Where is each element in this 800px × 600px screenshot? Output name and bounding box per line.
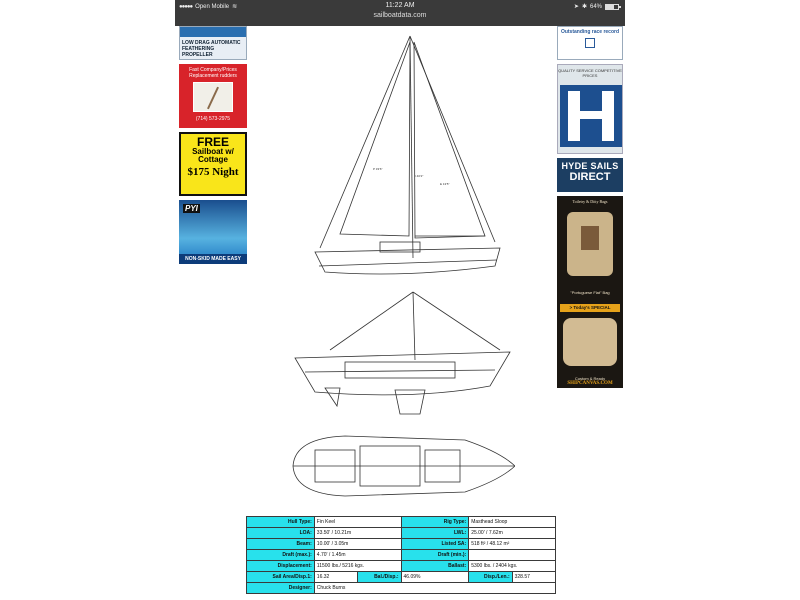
ad-rudders-text: Fast Company/Prices Replacement rudders (189, 67, 237, 79)
waterline (319, 260, 497, 266)
ad-free-headline: FREE (196, 135, 229, 149)
spec-value (469, 550, 556, 561)
ad-hyde-line2: DIRECT (569, 171, 611, 183)
specs-ratio-row (247, 572, 556, 583)
sail-plan-drawing (285, 30, 515, 280)
ad-rudders-phone: (714) 573-2975 (195, 116, 231, 122)
spec-label: Bal./Disp.: (358, 572, 401, 583)
ad-canvas-head: Toiletry & Ditty Bags (572, 199, 608, 204)
bluetooth-icon: ✱ (581, 4, 587, 10)
hull-section (295, 352, 510, 395)
forestay-line (320, 36, 410, 248)
specs-row (247, 539, 556, 550)
spec-label: LOA: (247, 528, 315, 539)
ad-propeller-banner (180, 27, 246, 37)
forestay-line-2 (330, 292, 413, 350)
specs-row (247, 528, 556, 539)
ad-quality-service[interactable] (557, 64, 623, 154)
ad-propeller-text: LOW DRAG AUTOMATIC FEATHERING PROPELLER (182, 40, 241, 58)
sail-label-e: E 13'5" (440, 182, 450, 186)
ad-nonskid[interactable] (179, 200, 247, 264)
battery-fill (606, 5, 614, 9)
specs-designer-row (247, 583, 556, 594)
ad-shipcanvas[interactable] (557, 196, 623, 388)
cabin-section (345, 362, 455, 378)
sole-line (305, 370, 495, 372)
ad-rudders[interactable] (179, 64, 247, 128)
spec-label: LWL: (401, 528, 469, 539)
spec-label: Listed SA: (401, 539, 469, 550)
spec-value: Masthead Sloop (469, 517, 556, 528)
mast-line-2 (413, 292, 415, 360)
ad-free-price: $175 Night (187, 166, 239, 178)
spec-label: Sail Area/Disp.1: (247, 572, 315, 583)
todays-special-button[interactable]: > Today's SPECIAL (560, 304, 620, 312)
spec-value: 25.00' / 7.62m (469, 528, 556, 539)
designer-label: Designer: (247, 583, 315, 594)
status-bar (175, 0, 625, 26)
spec-value: 16.32 (314, 572, 357, 583)
ad-hyde-line1: HYDE SAILS (561, 161, 619, 171)
ad-nonskid-logo: PYI (185, 204, 198, 213)
h-logo-icon (560, 85, 622, 147)
spec-value: 518 ft² / 48.12 m² (469, 539, 556, 550)
spec-value: 5300 lbs. / 2404 kgs. (469, 561, 556, 572)
rudder-image (193, 82, 233, 112)
location-icon: ➤ (573, 4, 579, 10)
specs-row (247, 561, 556, 572)
deck-plan-svg (285, 432, 515, 500)
battery-icon (605, 4, 619, 10)
spec-value: 4.70' / 1.45m (314, 550, 401, 561)
address-bar-url[interactable]: sailboatdata.com (373, 12, 427, 19)
specs-body (247, 517, 556, 594)
carrier-name: Open Mobile (195, 3, 230, 10)
ad-free-line: Sailboat w/ Cottage (192, 147, 234, 164)
jib-sail (340, 42, 410, 236)
specs-table (246, 516, 556, 594)
ad-race-text: Outstanding race record (560, 29, 620, 35)
ad-race-record[interactable] (557, 26, 623, 60)
designer-value[interactable]: Chuck Burns (314, 583, 555, 594)
sail-label-p: P 33'6" (373, 167, 383, 171)
h-crossbar (568, 111, 614, 119)
specs-row (247, 517, 556, 528)
ad-hyde-sails[interactable] (557, 158, 623, 192)
ad-canvas-footer (557, 376, 623, 386)
spec-value: 11500 lbs./ 5216 kgs. (314, 561, 401, 572)
spec-label: Beam: (247, 539, 315, 550)
ad-quality-text: QUALITY SERVICE COMPETITIVE PRICES (558, 68, 622, 78)
phone-screen (175, 0, 625, 600)
specs-row (247, 550, 556, 561)
spec-label: Displacement: (247, 561, 315, 572)
bag-image (567, 212, 613, 276)
ad-canvas-caption: "Portuguese Flat" Bag (570, 290, 610, 295)
spec-label: Draft (min.): (401, 550, 469, 561)
spec-value: 10.00' / 3.05m (314, 539, 401, 550)
spec-label: Ballast: (401, 561, 469, 572)
spec-value: 328.57 (512, 572, 555, 583)
rudder-profile (325, 388, 340, 406)
mast-line (410, 36, 413, 258)
spec-label: Rig Type: (401, 517, 469, 528)
spec-value: 46.09% (401, 572, 469, 583)
spec-label: Disp./Len.: (469, 572, 512, 583)
main-sail (414, 42, 485, 238)
ad-canvas-brand: SHIPCANVAS.COM (567, 381, 613, 386)
signal-dots-icon: ●●●●● (179, 3, 193, 10)
interior-profile-drawing (285, 290, 515, 420)
battery-percent: 64% (589, 3, 602, 10)
spec-label: Hull Type: (247, 517, 315, 528)
deck-plan-drawing (285, 432, 515, 500)
ad-nonskid-tag: NON-SKID MADE EASY (179, 254, 247, 264)
spec-value: Fin Keel (314, 517, 401, 528)
spec-value: 33.50' / 10.21m (314, 528, 401, 539)
backstay-line-2 (413, 292, 500, 350)
ad-free-sailboat[interactable] (179, 132, 247, 196)
bag-image-2 (563, 318, 617, 366)
interior-profile-svg (285, 290, 515, 420)
wifi-icon: ≋ (232, 4, 238, 10)
battery-info (574, 3, 619, 10)
sail-plan-svg (285, 30, 515, 280)
ad-propeller[interactable] (179, 26, 247, 60)
ad-canvas-footer-text: Custom & Ready (574, 376, 606, 381)
clock: 11:22 AM (385, 2, 415, 9)
sail-label-i: I 40'2" (415, 174, 424, 178)
spec-label: Draft (max.): (247, 550, 315, 561)
sail-logo-icon (585, 38, 595, 48)
